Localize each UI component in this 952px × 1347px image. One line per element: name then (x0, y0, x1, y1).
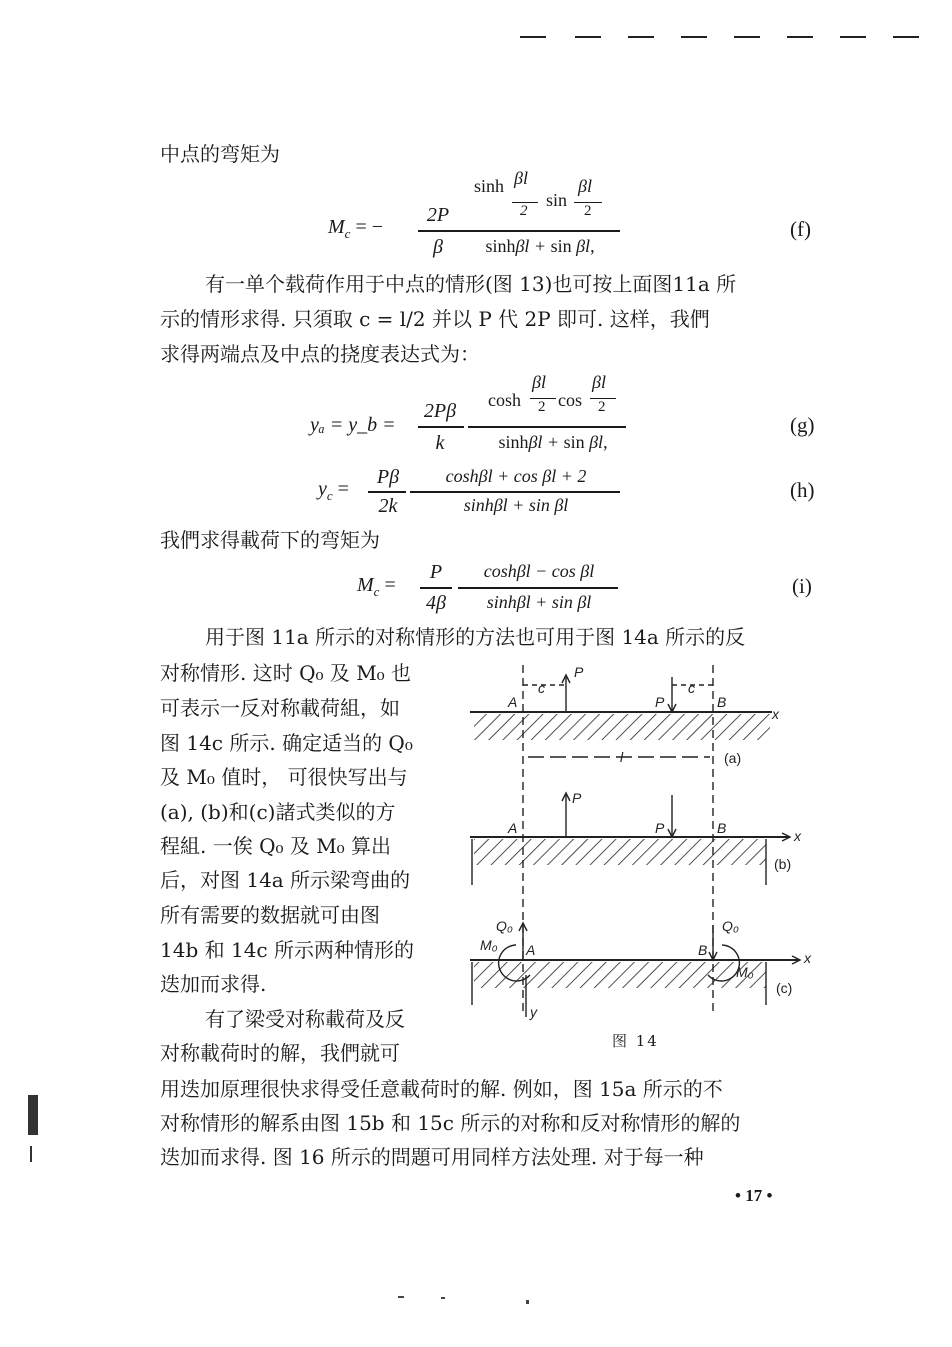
svg-text:B: B (698, 942, 708, 958)
page-number: • 17 • (735, 1186, 773, 1205)
scan-speck (526, 1300, 529, 1304)
svg-text:P: P (655, 694, 665, 710)
svg-text:(c): (c) (776, 980, 793, 996)
scan-artifact-tick (30, 1146, 32, 1162)
scan-speck (441, 1297, 445, 1299)
svg-text:M₀: M₀ (480, 937, 498, 953)
svg-text:c: c (688, 680, 695, 696)
scan-artifact-mark (28, 1095, 38, 1135)
svg-text:y: y (530, 1004, 537, 1020)
svg-text:P: P (655, 820, 665, 836)
svg-text:B: B (717, 694, 727, 710)
svg-text:B: B (717, 820, 727, 836)
scan-speck (398, 1296, 404, 1298)
svg-text:x: x (804, 950, 811, 966)
svg-text:(a): (a) (724, 750, 742, 766)
figure-14-beam-diagram (460, 655, 820, 1035)
svg-text:P: P (574, 664, 584, 680)
figure-caption: 图 14 (612, 1032, 659, 1050)
svg-text:(b): (b) (774, 856, 792, 872)
svg-text:x: x (772, 706, 779, 722)
paragraph-2: 我們求得載荷下的弯矩为 (160, 528, 380, 552)
intro-line: 中点的弯矩为 (160, 142, 280, 166)
svg-text:l: l (620, 749, 624, 765)
fig-label-A-a: A (508, 694, 518, 710)
svg-text:x: x (794, 828, 801, 844)
svg-text:P: P (572, 790, 582, 806)
svg-text:Q₀: Q₀ (722, 918, 739, 934)
svg-text:Q₀: Q₀ (496, 918, 513, 934)
svg-text:A: A (526, 942, 536, 958)
svg-text:c: c (538, 680, 545, 696)
svg-text:A: A (508, 820, 518, 836)
svg-text:M₀: M₀ (736, 964, 754, 980)
